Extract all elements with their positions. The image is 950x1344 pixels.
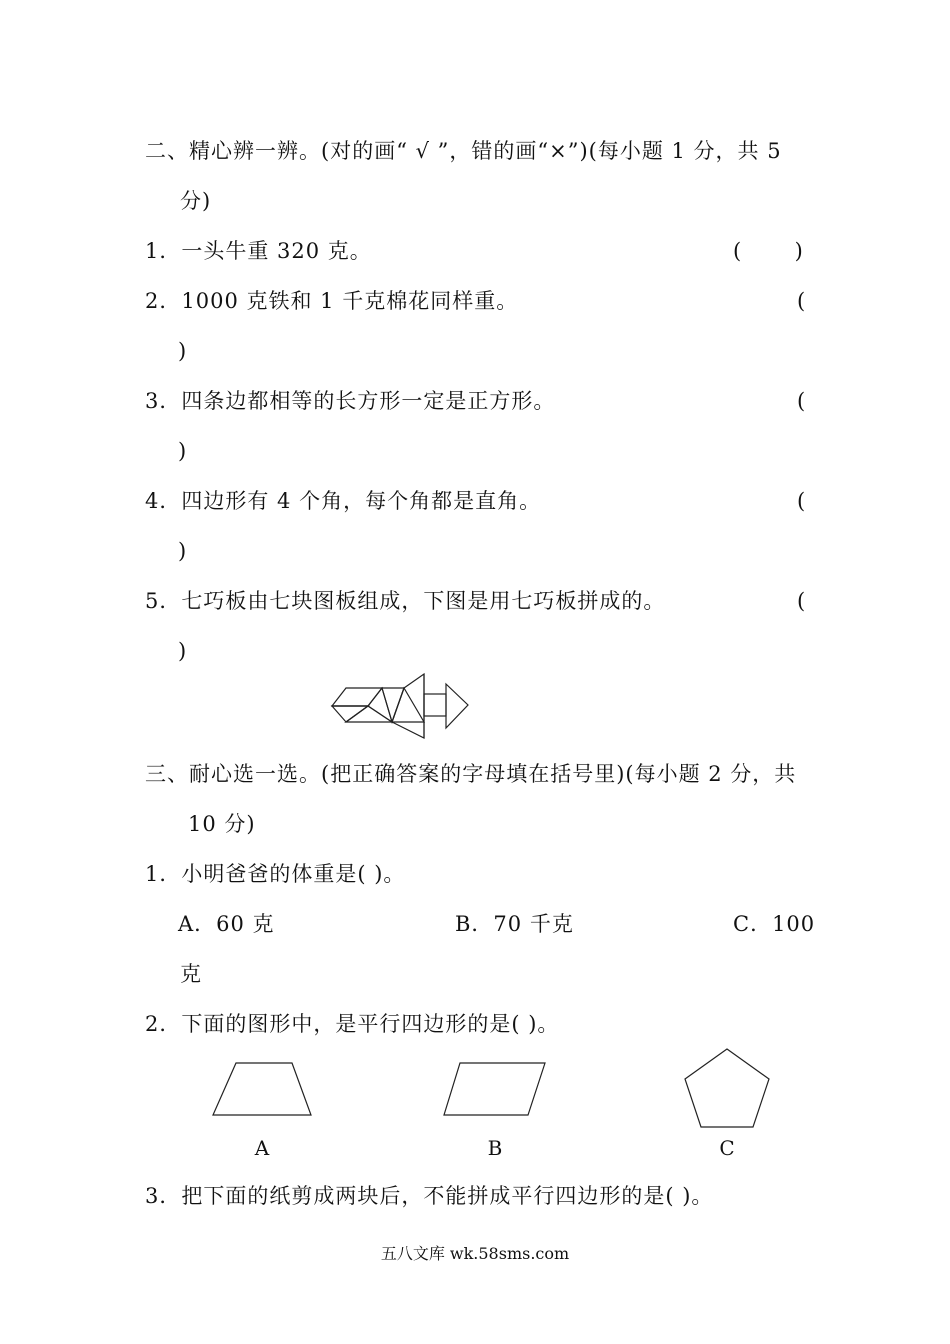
tangram-square (424, 694, 446, 716)
section3-heading: 三、耐心选一选。(把正确答案的字母填在括号里)(每小题 2 分，共 (145, 762, 797, 786)
answer-blank-4-open[interactable]: ( (797, 489, 806, 513)
judge-item-3: 3．四条边都相等的长方形一定是正方形。 (145, 389, 556, 413)
judge-item-5: 5．七巧板由七块图板组成，下图是用七巧板拼成的。 (145, 589, 666, 613)
shape-label-a: A (254, 1136, 270, 1160)
choice-question-2: 2．下面的图形中，是平行四边形的是( )。 (145, 1012, 560, 1036)
q1-option-c-cont: 克 (180, 962, 202, 986)
judge-item-2: 2．1000 克铁和 1 千克棉花同样重。 (145, 289, 519, 313)
answer-blank-5-open[interactable]: ( (797, 589, 806, 613)
trapezoid-shape[interactable] (210, 1060, 314, 1118)
answer-blank-5-close: ) (178, 639, 187, 663)
q1-option-b[interactable]: B．70 千克 (455, 912, 574, 936)
answer-blank-3-open[interactable]: ( (797, 389, 806, 413)
section2-heading: 二、精心辨一辨。(对的画“ √ ”，错的画“×”)(每小题 1 分，共 5 (145, 139, 782, 163)
answer-blank-1[interactable]: ( ) (733, 239, 803, 263)
parallelogram-shape[interactable] (442, 1060, 548, 1118)
answer-blank-3-close: ) (178, 439, 187, 463)
q1-option-c[interactable]: C．100 (733, 912, 816, 936)
answer-blank-4-close: ) (178, 539, 187, 563)
shape-label-c: C (719, 1136, 735, 1160)
judge-item-4: 4．四边形有 4 个角，每个角都是直角。 (145, 489, 542, 513)
section2-heading-cont: 分) (180, 189, 212, 213)
shape-label-b: B (487, 1136, 503, 1160)
answer-blank-2-close: ) (178, 339, 187, 363)
footer-watermark: 五八文库 wk.58sms.com (380, 1244, 570, 1263)
pentagon-shape[interactable] (682, 1046, 772, 1130)
tangram-tail-triangle (446, 684, 468, 728)
q1-option-a[interactable]: A．60 克 (178, 912, 275, 936)
choice-question-1: 1．小明爸爸的体重是( )。 (145, 862, 406, 886)
section3-heading-cont: 10 分) (188, 812, 256, 836)
tangram-large-triangle (392, 688, 424, 722)
choice-question-3: 3．把下面的纸剪成两块后，不能拼成平行四边形的是( )。 (145, 1184, 714, 1208)
tangram-figure (330, 672, 472, 738)
judge-item-1: 1．一头牛重 320 克。 (145, 239, 372, 263)
answer-blank-2-open[interactable]: ( (797, 289, 806, 313)
